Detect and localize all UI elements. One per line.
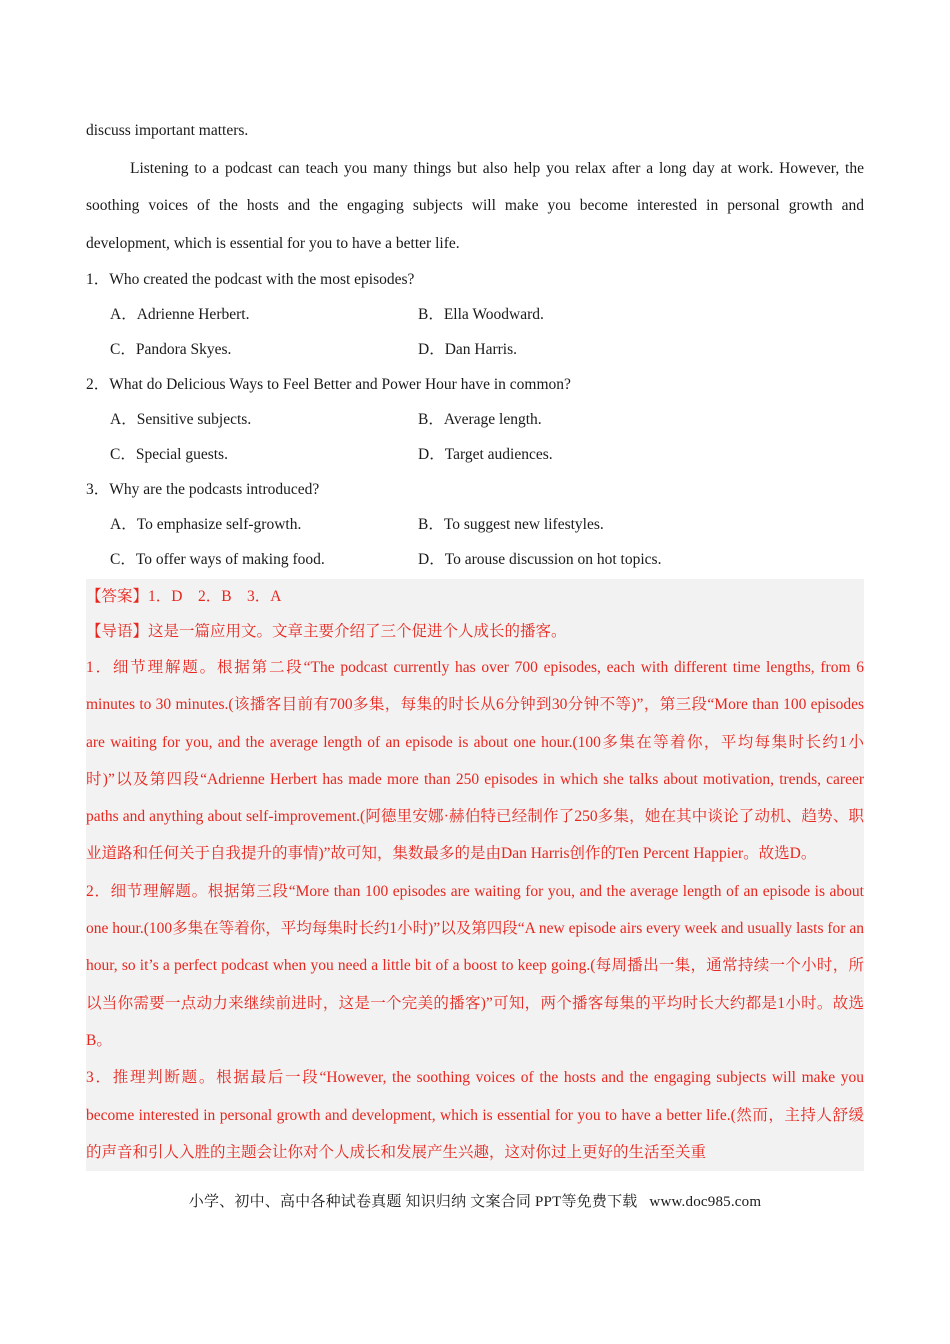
footer-text: 小学、初中、高中各种试卷真题 知识归纳 文案合同 PPT等免费下载: [188, 1194, 638, 1210]
option-d: D．Dan Harris.: [418, 341, 518, 358]
option-a: A．Sensitive subjects.: [110, 411, 252, 428]
option-c: C．To offer ways of making food.: [110, 551, 325, 568]
question-2: [86, 367, 864, 472]
option-b: B．Average length.: [418, 411, 542, 428]
passage-last-paragraph: Listening to a podcast can teach you many things but also help you relax after a long day at work. However, the soothing voices of the hosts and the engaging subjects will make you become interested in personal growth and development, which is essential for you to have a better life.: [86, 159, 864, 252]
footer-url: www.doc985.com: [649, 1194, 762, 1210]
question-stem: 1．Who created the podcast with the most episodes?: [86, 271, 415, 288]
option-b: B．To suggest new lifestyles.: [418, 516, 604, 533]
option-a: A．Adrienne Herbert.: [110, 306, 250, 323]
page-footer: [0, 1190, 950, 1211]
intro-text: 这是一篇应用文。文章主要介绍了三个促进个人成长的播客。: [148, 623, 567, 640]
option-d: D．To arouse discussion on hot topics.: [418, 551, 662, 568]
answer-text: 1．D 2．B 3．A: [148, 588, 282, 605]
answer-tag: 【答案】: [86, 588, 149, 605]
passage-line-top: discuss important matters.: [86, 122, 249, 139]
question-3: [86, 472, 864, 577]
option-b: B．Ella Woodward.: [418, 306, 544, 323]
option-c: C．Special guests.: [110, 446, 228, 463]
option-c: C．Pandora Skyes.: [110, 341, 232, 358]
document-page: [86, 112, 864, 1171]
option-d: D．Target audiences.: [418, 446, 553, 463]
intro-line: [86, 614, 864, 649]
option-a: A．To emphasize self-growth.: [110, 516, 302, 533]
explanation-3: 3．推理判断题。根据最后一段“However, the soothing voices of the hosts and the engaging subjects will make you become interested in personal growth and development, which is essential for you to have a better life.(然而，主持人舒缓的声音和引人入胜的主题会让你对个人成长和发展产生兴趣，这对你过上更好的生活至关重: [86, 1069, 864, 1161]
explanation-1: 1．细节理解题。根据第二段“The podcast currently has over 700 episodes, each with different time lengths, from 6 minutes to 30 minutes.(该播客目前有700多集，每集的时长从6分钟到30分钟不等)”，第三段“More than 100 episodes are waiting for you, and the average length of an episode is about one hour.(100多集在等着你，平均每集时长约1小时)”以及第四段“Adrienne Herbert has made more than 250 episodes in which she talks about motivation, trends, career paths and anything about self-improvement.(阿德里安娜·赫伯特已经制作了250多集，她在其中谈论了动机、趋势、职业道路和任何关于自我提升的事情)”故可知，集数最多的是由Dan Harris创作的Ten Percent Happier。故选D。: [86, 659, 864, 863]
question-stem: 3．Why are the podcasts introduced?: [86, 481, 320, 498]
question-1: [86, 262, 864, 367]
answer-section: [86, 579, 864, 1171]
answer-line: [86, 579, 864, 614]
intro-tag: 【导语】: [86, 623, 149, 640]
question-stem: 2．What do Delicious Ways to Feel Better and Power Hour have in common?: [86, 376, 571, 393]
explanation-2: 2．细节理解题。根据第三段“More than 100 episodes are waiting for you, and the average length of an episode is about one hour.(100多集在等着你，平均每集时长约1小时)”以及第四段“A new episode airs every week and usually lasts for an hour, so it’s a perfect podcast when you need a little bit of a boost to keep going.(每周播出一集，通常持续一个小时，所以当你需要一点动力来继续前进时，这是一个完美的播客)”可知，两个播客每集的平均时长大约都是1小时。故选B。: [86, 882, 864, 1049]
